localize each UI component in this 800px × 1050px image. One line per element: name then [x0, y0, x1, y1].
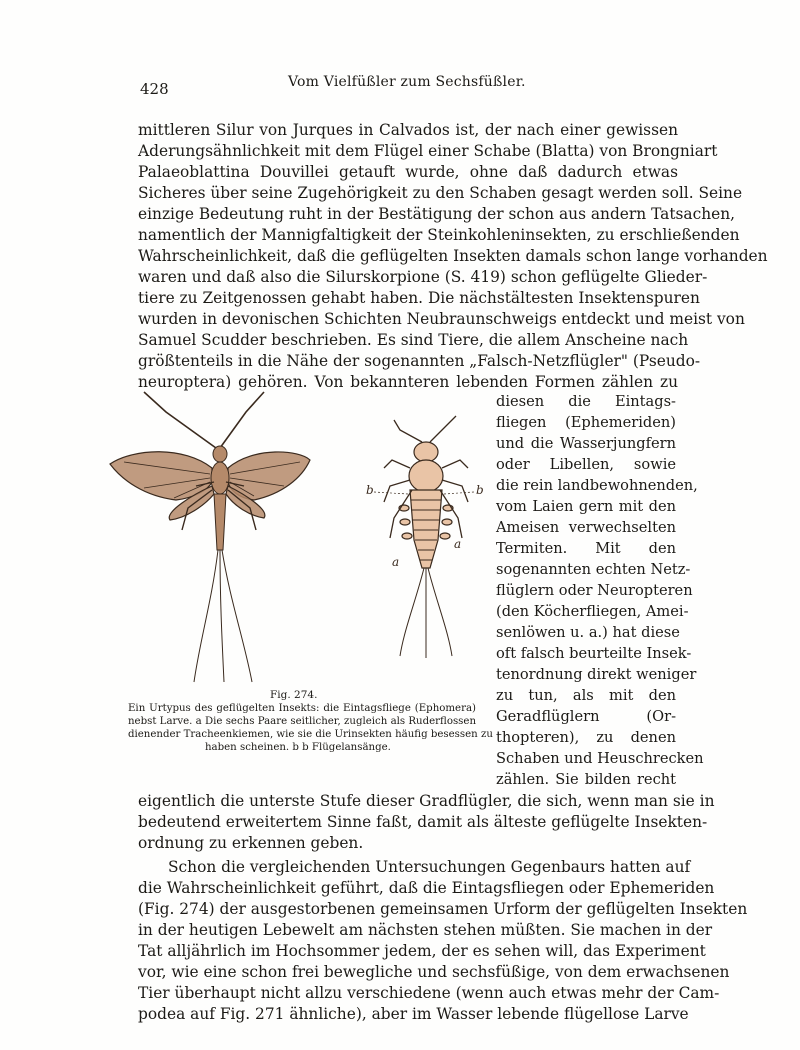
marker-b-right: b: [476, 483, 484, 497]
text-line: neuroptera) gehören. Von bekannteren lebenden Formen zählen zu: [138, 373, 678, 391]
text-line: größtenteils in die Nähe der sogenannten „Falsch-Netzflügler" (Pseudo-: [138, 352, 701, 370]
text-line: Schon die vergleichenden Untersuchungen Gegenbaurs hatten auf: [168, 858, 691, 876]
adult-mayfly: [110, 392, 310, 682]
text-line: tiere zu Zeitgenossen gehabt haben. Die nächstältesten Insektenspuren: [138, 289, 700, 307]
page-header: [138, 74, 678, 98]
text-line: ordnung zu erkennen geben.: [138, 834, 364, 852]
text-line: waren und daß also die Silurskorpione (S. 419) schon geflügelte Glieder-: [138, 268, 708, 286]
column-line: (den Köcherfliegen, Amei-: [496, 603, 689, 620]
text-line: Tier überhaupt nicht allzu verschiedene (wenn auch etwas mehr der Cam-: [138, 984, 720, 1002]
figure-label: Fig. 274.: [270, 689, 318, 701]
text-line: podea auf Fig. 271 ähnliche), aber im Wasser lebende flügellose Larve: [138, 1005, 689, 1023]
text-line: die Wahrscheinlichkeit geführt, daß die Eintagsfliegen oder Ephemeriden: [138, 879, 715, 897]
column-line: sogenannten echten Netz-: [496, 561, 691, 578]
mayfly-illustration: [104, 390, 486, 690]
column-line: vom Laien gern mit den: [496, 498, 676, 515]
text-line: in der heutigen Lebewelt am nächsten stehen müßten. Sie machen in der: [138, 921, 713, 939]
marker-b-left: b: [366, 483, 374, 497]
figure-caption-line: nebst Larve. a Die sechs Paare seitlicher, zugleich als Ruderflossen: [128, 716, 476, 727]
text-line: einzige Bedeutung ruht in der Bestätigung der schon aus andern Tatsachen,: [138, 205, 736, 223]
column-line: und die Wasserjungfern: [496, 435, 676, 452]
column-line: oder Libellen, sowie: [496, 456, 676, 473]
marker-a-left: a: [392, 555, 400, 569]
text-line: (Fig. 274) der ausgestorbenen gemeinsamen Urform der geflügelten Insekten: [138, 900, 748, 918]
page-number: 428: [140, 80, 169, 98]
column-line: diesen die Eintags-: [496, 393, 676, 410]
text-line: Samuel Scudder beschrieben. Es sind Tiere, die allem Anscheine nach: [138, 331, 689, 349]
marker-a-right: a: [454, 537, 462, 551]
running-head: Vom Vielfüßler zum Sechsfüßler.: [288, 74, 526, 90]
text-line: Sicheres über seine Zugehörigkeit zu den Schaben gesagt werden soll. Seine: [138, 184, 743, 202]
column-line: Schaben und Heuschrecken: [496, 750, 704, 767]
column-line: die rein landbewohnenden,: [496, 477, 698, 494]
text-line: wurden in devonischen Schichten Neubraunschweigs entdeckt und meist von: [138, 310, 745, 328]
text-line: eigentlich die unterste Stufe dieser Gradflügler, die sich, wenn man sie in: [138, 792, 715, 810]
figure-caption-line: haben scheinen. b b Flügelansänge.: [205, 742, 391, 753]
figure-274: [104, 390, 486, 690]
column-line: Geradflüglern (Or-: [496, 708, 676, 725]
column-line: tenordnung direkt weniger: [496, 666, 697, 683]
text-line: namentlich der Mannigfaltigkeit der Steinkohleninsekten, zu erschließenden: [138, 226, 740, 244]
column-line: Ameisen verwechselten: [496, 519, 676, 536]
column-line: Termiten. Mit den: [496, 540, 676, 557]
text-line: Wahrscheinlichkeit, daß die geflügelten Insekten damals schon lange vorhanden: [138, 247, 768, 265]
column-line: thopteren), zu denen: [496, 729, 676, 746]
figure-caption-line: Ein Urtypus des geflügelten Insekts: die Eintagsfliege (Ephomera): [128, 703, 476, 714]
figure-caption-line: dienender Tracheenkiemen, wie sie die Urinsekten häufig besessen zu: [128, 729, 493, 740]
text-line: Palaeoblattina Douvillei getauft wurde, ohne daß dadurch etwas: [138, 163, 678, 181]
text-line: bedeutend erweitertem Sinne faßt, damit als älteste geflügelte Insekten-: [138, 813, 708, 831]
text-line: mittleren Silur von Jurques in Calvados ist, der nach einer gewissen: [138, 121, 678, 139]
larva: [366, 416, 484, 658]
text-line: vor, wie eine schon frei bewegliche und sechsfüßige, von dem erwachsenen: [138, 963, 730, 981]
column-line: zu tun, als mit den: [496, 687, 676, 704]
column-line: senlöwen u. a.) hat diese: [496, 624, 680, 641]
column-line: oft falsch beurteilte Insek-: [496, 645, 692, 662]
column-line: flüglern oder Neuropteren: [496, 582, 693, 599]
column-line: fliegen (Ephemeriden): [496, 414, 676, 431]
text-line: Aderungsähnlichkeit mit dem Flügel einer Schabe (Blatta) von Brongniart: [138, 142, 718, 160]
text-line: Tat alljährlich im Hochsommer jedem, der es sehen will, das Experiment: [138, 942, 706, 960]
column-line: zählen. Sie bilden recht: [496, 771, 676, 788]
